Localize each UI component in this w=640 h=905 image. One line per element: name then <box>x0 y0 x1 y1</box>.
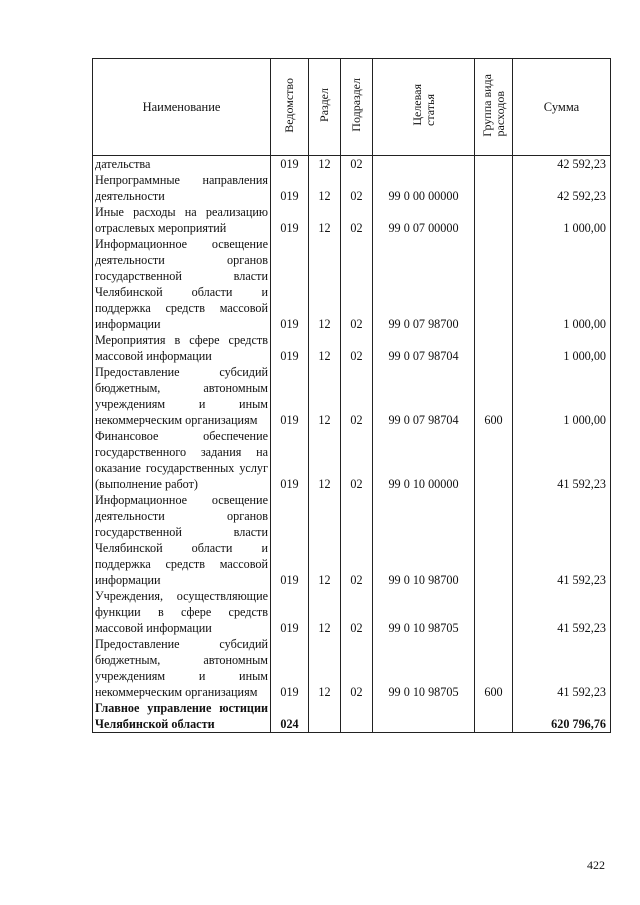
row-celevaya: 99 0 10 00000 <box>373 428 475 492</box>
table-row <box>93 636 611 700</box>
row-celevaya: 99 0 07 98704 <box>373 332 475 364</box>
row-summa: 41 592,23 <box>513 428 611 492</box>
row-summa: 42 592,23 <box>513 172 611 204</box>
row-vedomstvo: 019 <box>271 204 309 236</box>
header-razdel: Раздел <box>309 59 341 156</box>
row-razdel: 12 <box>309 428 341 492</box>
row-summa: 1 000,00 <box>513 204 611 236</box>
row-vedomstvo: 019 <box>271 636 309 700</box>
row-celevaya: 99 0 07 98700 <box>373 236 475 332</box>
row-celevaya: 99 0 07 98704 <box>373 364 475 428</box>
table-body <box>93 156 611 733</box>
row-podrazdel: 02 <box>341 236 373 332</box>
row-celevaya: 99 0 07 00000 <box>373 204 475 236</box>
row-podrazdel: 02 <box>341 172 373 204</box>
row-name: Предоставление субсидий бюджетным, автономным учреждениям и иным некоммерческим организациям <box>93 636 271 700</box>
row-name: Предоставление субсидий бюджетным, автономным учреждениям и иным некоммерческим организациям <box>93 364 271 428</box>
row-vedomstvo: 019 <box>271 156 309 173</box>
row-gruppa <box>475 156 513 173</box>
row-celevaya <box>373 156 475 173</box>
table-row <box>93 172 611 204</box>
row-summa: 1 000,00 <box>513 236 611 332</box>
row-razdel: 12 <box>309 204 341 236</box>
row-vedomstvo: 019 <box>271 492 309 588</box>
row-celevaya: 99 0 10 98705 <box>373 588 475 636</box>
header-name: Наименование <box>93 59 271 156</box>
row-podrazdel: 02 <box>341 492 373 588</box>
row-razdel: 12 <box>309 636 341 700</box>
row-gruppa: 600 <box>475 364 513 428</box>
row-summa: 41 592,23 <box>513 588 611 636</box>
page-number: 422 <box>587 858 605 872</box>
row-summa: 1 000,00 <box>513 332 611 364</box>
row-vedomstvo: 019 <box>271 588 309 636</box>
row-gruppa <box>475 204 513 236</box>
row-vedomstvo: 019 <box>271 428 309 492</box>
row-podrazdel: 02 <box>341 156 373 173</box>
row-summa: 41 592,23 <box>513 636 611 700</box>
table-row <box>93 364 611 428</box>
table-row <box>93 428 611 492</box>
row-gruppa: 600 <box>475 636 513 700</box>
row-name: Информационное освещение деятельности органов государственной власти Челябинской области и поддержка средств массовой информации <box>93 492 271 588</box>
row-name: Непрограммные направления деятельности <box>93 172 271 204</box>
row-name: Информационное освещение деятельности органов государственной власти Челябинской области и поддержка средств массовой информации <box>93 236 271 332</box>
row-vedomstvo: 019 <box>271 172 309 204</box>
row-celevaya: 99 0 00 00000 <box>373 172 475 204</box>
row-razdel: 12 <box>309 156 341 173</box>
row-gruppa <box>475 236 513 332</box>
row-gruppa <box>475 428 513 492</box>
row-name: Иные расходы на реализацию отраслевых мероприятий <box>93 204 271 236</box>
row-podrazdel: 02 <box>341 636 373 700</box>
row-razdel: 12 <box>309 588 341 636</box>
row-podrazdel: 02 <box>341 364 373 428</box>
row-gruppa <box>475 332 513 364</box>
row-name: Финансовое обеспечение государственного задания на оказание государственных услуг (выполнение работ) <box>93 428 271 492</box>
row-vedomstvo: 019 <box>271 332 309 364</box>
row-podrazdel: 02 <box>341 428 373 492</box>
table-row <box>93 332 611 364</box>
header-celevaya: Целеваястатья <box>373 59 475 156</box>
row-gruppa <box>475 588 513 636</box>
row-summa: 1 000,00 <box>513 364 611 428</box>
row-name: Мероприятия в сфере средств массовой информации <box>93 332 271 364</box>
row-podrazdel: 02 <box>341 204 373 236</box>
row-celevaya: 99 0 10 98705 <box>373 636 475 700</box>
row-celevaya <box>373 700 475 733</box>
row-vedomstvo: 019 <box>271 364 309 428</box>
table-header <box>93 59 611 156</box>
row-razdel <box>309 700 341 733</box>
row-razdel: 12 <box>309 172 341 204</box>
table-row <box>93 156 611 173</box>
row-celevaya: 99 0 10 98700 <box>373 492 475 588</box>
row-summa: 620 796,76 <box>513 700 611 733</box>
row-summa: 41 592,23 <box>513 492 611 588</box>
header-vedomstvo: Ведомство <box>271 59 309 156</box>
row-gruppa <box>475 492 513 588</box>
row-vedomstvo: 019 <box>271 236 309 332</box>
row-podrazdel: 02 <box>341 588 373 636</box>
row-vedomstvo: 024 <box>271 700 309 733</box>
header-gruppa: Группа видарасходов <box>475 59 513 156</box>
table-row <box>93 492 611 588</box>
row-podrazdel <box>341 700 373 733</box>
row-razdel: 12 <box>309 364 341 428</box>
row-summa: 42 592,23 <box>513 156 611 173</box>
table-row <box>93 236 611 332</box>
row-podrazdel: 02 <box>341 332 373 364</box>
budget-table <box>92 58 611 733</box>
header-summa: Сумма <box>513 59 611 156</box>
row-name: Учреждения, осуществляющие функции в сфере средств массовой информации <box>93 588 271 636</box>
row-razdel: 12 <box>309 492 341 588</box>
row-razdel: 12 <box>309 332 341 364</box>
row-razdel: 12 <box>309 236 341 332</box>
row-gruppa <box>475 172 513 204</box>
row-name: дательства <box>93 156 271 173</box>
table-row <box>93 700 611 733</box>
row-name: Главное управление юстиции Челябинской области <box>93 700 271 733</box>
row-gruppa <box>475 700 513 733</box>
table-row <box>93 204 611 236</box>
header-podrazdel: Подраздел <box>341 59 373 156</box>
table-row <box>93 588 611 636</box>
